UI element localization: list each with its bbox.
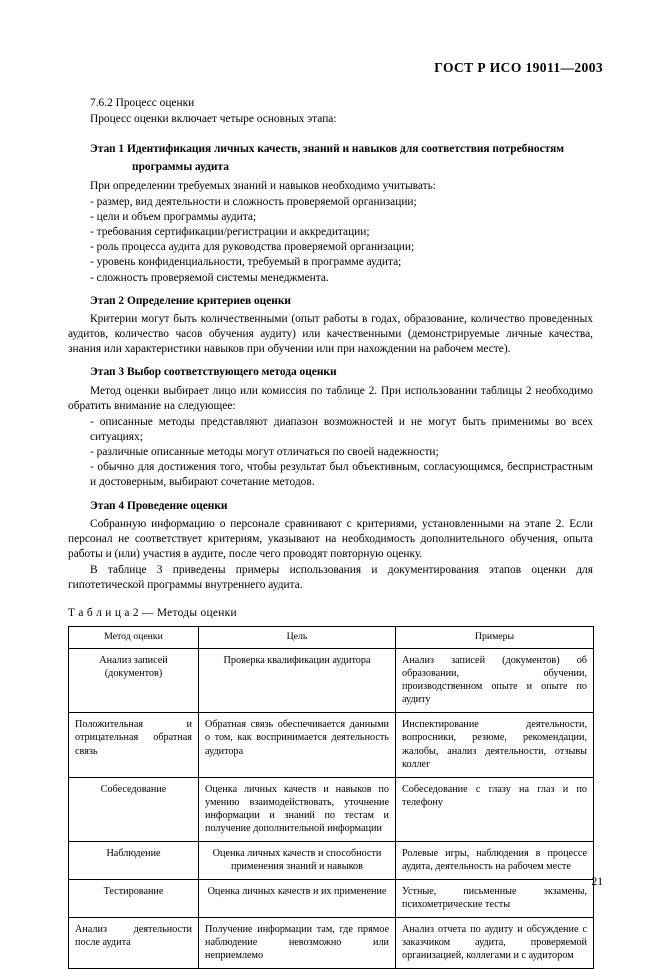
cell-examples: Устные, письменные экзамены, психометрические тесты [396, 879, 594, 917]
table-row [69, 777, 594, 841]
stage1-item-1: - цели и объем программы аудита; [90, 210, 257, 223]
cell-examples: Инспектирование деятельности, вопросники, резюме, рекомендации, жалобы, анализ деятельности, отзывы коллег [396, 713, 594, 777]
cell-examples: Собеседование с глазу на глаз и по телефону [396, 777, 594, 841]
cell-method: Анализ деятельности после аудита [69, 917, 199, 968]
stage2-text: Критерии могут быть количественными (опыт работы в годах, образование, количество проведенных аудитов, количество часов обучения аудиту) или качественными (демонстрируемые личные качества, знания или характеристики навыков при обучении или при нахождении на рабочем месте). [68, 312, 593, 356]
cell-method: Положительная и отрицательная обратная связь [69, 713, 199, 777]
section-number: 7.6.2 Процесс оценки [90, 97, 195, 109]
table-row [69, 649, 594, 713]
table-row [69, 917, 594, 968]
stage3-item-0: - описанные методы представляют диапазон возможностей и не могут быть применимы во всех ситуациях; [90, 415, 593, 443]
table-header-method: Метод оценки [69, 626, 199, 649]
table-caption: Т а б л и ц а 2 — Методы оценки [68, 606, 237, 619]
stage3-item-1: - различные описанные методы могут отличаться по своей надежности; [90, 446, 439, 459]
stage2-title: Этап 2 Определение критериев оценки [90, 294, 291, 307]
cell-goal: Оценка личных качеств и навыков по умению взаимодействовать, уточнение информации и знаний по тестам и получение дополнительной информации [199, 777, 396, 841]
table-row [69, 713, 594, 777]
stage1-item-4: - уровень конфиденциальности, требуемый в программе аудита; [90, 256, 402, 269]
cell-examples: Ролевые игры, наблюдения в процессе аудита, деятельность на рабочем месте [396, 841, 594, 879]
stage3-text: Метод оценки выбирает лицо или комиссия по таблице 2. При использовании таблицы 2 необходимо обратить внимание на следующее: [68, 384, 593, 412]
section-intro: Процесс оценки включает четыре основных этапа: [90, 113, 337, 126]
spacer [68, 128, 593, 134]
cell-method: Наблюдение [69, 841, 199, 879]
cell-examples: Анализ отчета по аудиту и обсуждение с заказчиком аудита, проверяемой организацией, коллегами и с аудитором [396, 917, 594, 968]
stage1-item-2: - требования сертификации/регистрации и аккредитации; [90, 226, 370, 239]
table-header-row [69, 626, 594, 649]
table-row [69, 879, 594, 917]
table-row [69, 841, 594, 879]
page-content [68, 96, 593, 969]
stage4-title: Этап 4 Проведение оценки [90, 499, 228, 512]
table-header-examples: Примеры [396, 626, 594, 649]
stage1-intro: При определении требуемых знаний и навыков необходимо учитывать: [90, 179, 436, 192]
stage3-title: Этап 3 Выбор соответствующего метода оценки [90, 366, 337, 379]
assessment-methods-table [68, 626, 594, 969]
page-header: ГОСТ Р ИСО 19011—2003 [434, 60, 603, 75]
cell-goal: Получение информации там, где прямое наблюдение невозможно или неприемлемо [199, 917, 396, 968]
stage1-item-5: - сложность проверяемой системы менеджмента. [90, 271, 329, 284]
stage3-item-2: - обычно для достижения того, чтобы результат был объективным, согласующимся, беспристрастным и достоверным, выбирают сочетание методов. [90, 461, 593, 489]
cell-goal: Оценка личных качеств и их применение [199, 879, 396, 917]
cell-examples: Анализ записей (документов) об образовании, обучении, производственном опыте и опыте по аудиту [396, 649, 594, 713]
page-number: 21 [591, 876, 603, 888]
cell-method: Тестирование [69, 879, 199, 917]
stage4-text-1: Собранную информацию о персонале сравнивают с критериями, установленными на этапе 2. Если персонал не соответствует критериям, указывают на необходимость дополнительного обучения, опыта работы и (или) участия в аудите, после чего проводят повторную оценку. [68, 517, 593, 561]
stage1-item-3: - роль процесса аудита для руководства проверяемой организации; [90, 241, 415, 254]
cell-goal: Обратная связь обеспечивается данными о том, как воспринимается деятельность аудитора [199, 713, 396, 777]
cell-goal: Оценка личных качеств и способности применения знаний и навыков [199, 841, 396, 879]
stage1-title: Этап 1 Идентификация личных качеств, знаний и навыков для соответствия потребностям [90, 143, 565, 156]
cell-method: Собеседование [69, 777, 199, 841]
cell-method: Анализ записей (документов) [69, 649, 199, 713]
table-header-goal: Цель [199, 626, 396, 649]
stage1-item-0: - размер, вид деятельности и сложность проверяемой организации; [90, 195, 417, 208]
stage1-title-continued: программы аудита [132, 161, 229, 174]
stage4-text-2: В таблице 3 приведены примеры использования и документирования этапов оценки для гипотетической программы внутреннего аудита. [68, 564, 593, 592]
cell-goal: Проверка квалификации аудитора [199, 649, 396, 713]
